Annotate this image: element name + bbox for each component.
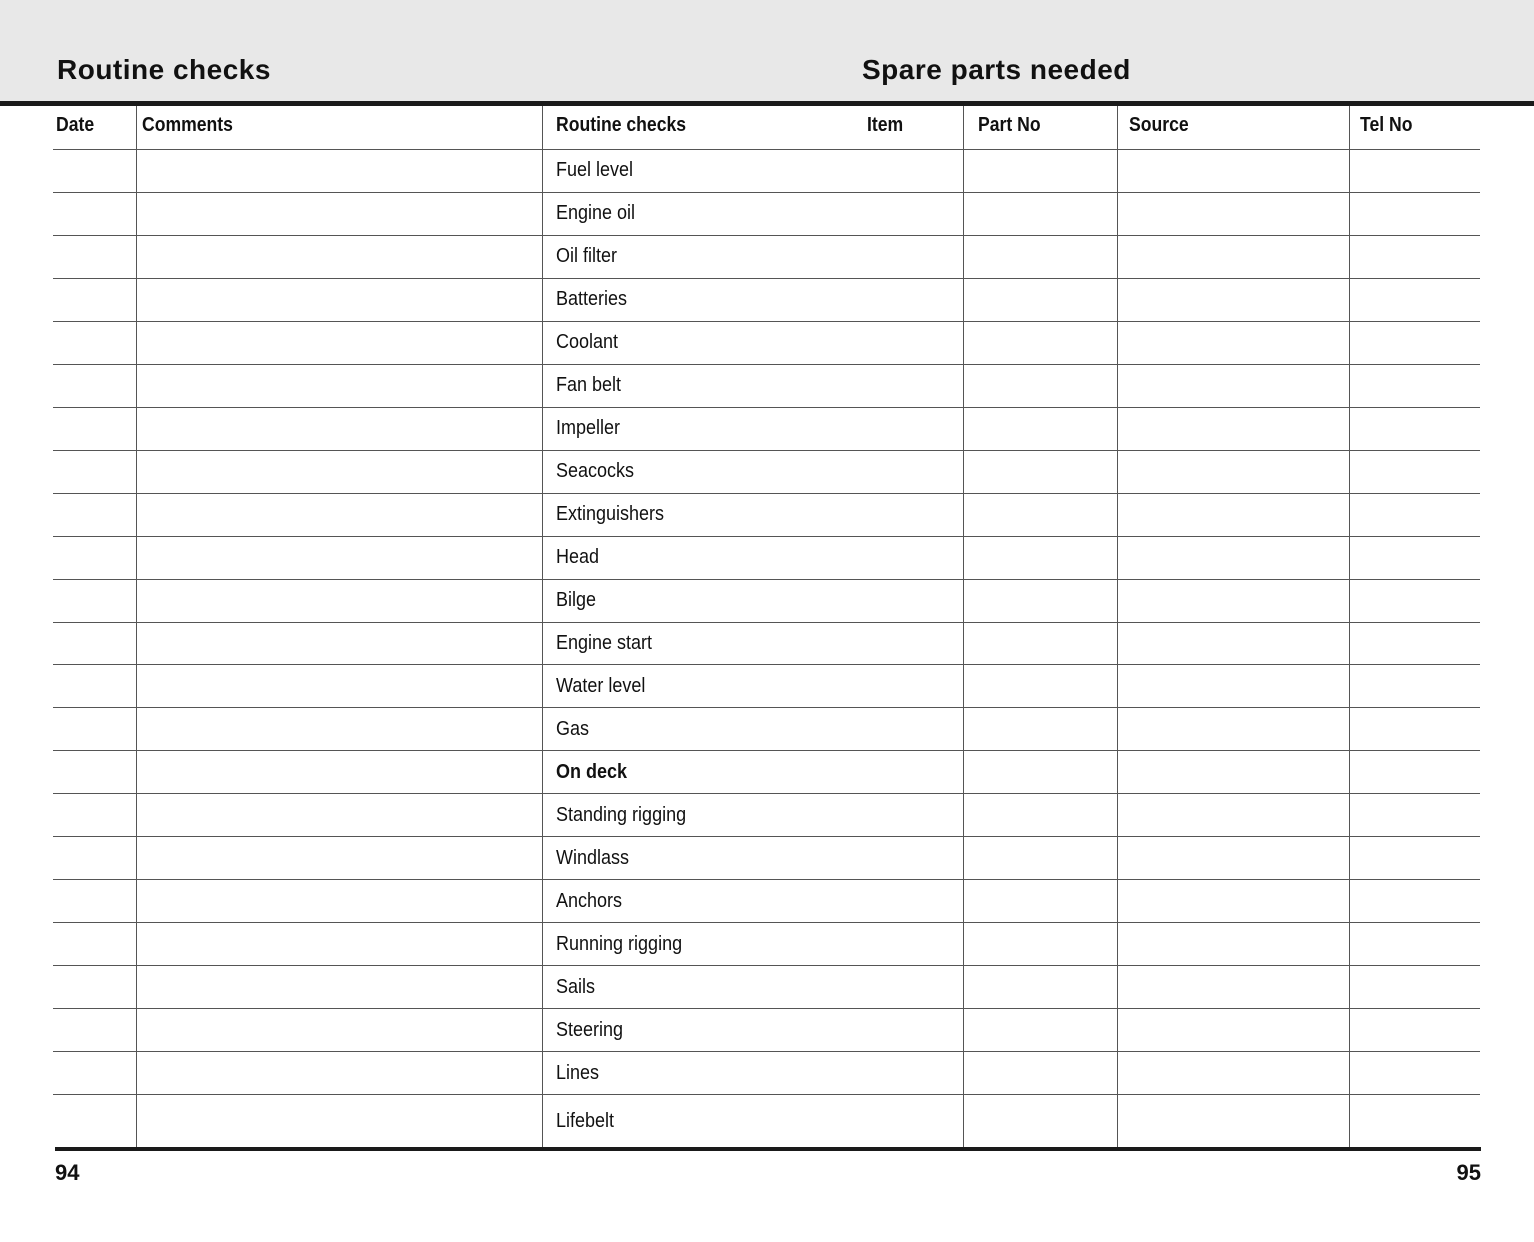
row-rule: [53, 364, 1480, 365]
row-rule: [53, 707, 1480, 708]
routine-checks-title: Routine checks: [57, 54, 271, 85]
row-rule: [53, 750, 1480, 751]
check-item: Steering: [556, 1019, 624, 1041]
row-rule: [53, 1008, 1480, 1009]
row-rule: [53, 664, 1480, 665]
check-item: Extinguishers: [556, 503, 665, 525]
row-rule: [53, 965, 1480, 966]
row-rule: [53, 321, 1480, 322]
column-header-comments: Comments: [142, 114, 233, 136]
row-rule: [53, 879, 1480, 880]
column-header-item: Item: [867, 114, 904, 136]
check-item: Batteries: [556, 288, 628, 310]
check-item: Oil filter: [556, 245, 618, 267]
column-divider-source: [1349, 106, 1350, 1149]
row-rule: [53, 622, 1480, 623]
row-rule: [53, 1051, 1480, 1052]
column-divider-comments: [542, 106, 543, 1149]
check-item: Fuel level: [556, 159, 634, 181]
check-item: Windlass: [556, 847, 630, 869]
row-rule: [53, 493, 1480, 494]
row-rule: [53, 579, 1480, 580]
page-number-left: 94: [55, 1160, 80, 1185]
row-rule: [53, 192, 1480, 193]
check-item: Anchors: [556, 890, 623, 912]
row-rule: [53, 149, 1480, 150]
column-divider-item: [963, 106, 964, 1149]
row-rule: [53, 278, 1480, 279]
header-rule: [0, 101, 1534, 106]
column-header-source: Source: [1129, 114, 1189, 136]
column-header-routine-checks: Routine checks: [556, 114, 687, 136]
check-item: Lifebelt: [556, 1110, 615, 1132]
row-rule: [53, 922, 1480, 923]
page-number-right: 95: [1456, 1160, 1481, 1185]
row-rule: [53, 1094, 1480, 1095]
row-rule: [53, 450, 1480, 451]
check-item: Bilge: [556, 589, 597, 611]
check-item: Coolant: [556, 331, 619, 353]
footer-rule: [55, 1147, 1481, 1151]
row-rule: [53, 793, 1480, 794]
spare-parts-title: Spare parts needed: [862, 54, 1131, 85]
row-rule: [53, 235, 1480, 236]
row-rule: [53, 407, 1480, 408]
check-item: Lines: [556, 1062, 600, 1084]
check-item: Gas: [556, 718, 590, 740]
column-header-part-no: Part No: [978, 114, 1041, 136]
column-divider-date: [136, 106, 137, 1149]
check-item: Fan belt: [556, 374, 622, 396]
column-header-date: Date: [56, 114, 95, 136]
check-item: Impeller: [556, 417, 621, 439]
row-rule: [53, 536, 1480, 537]
check-item: Seacocks: [556, 460, 635, 482]
check-item: Water level: [556, 675, 646, 697]
check-item: Head: [556, 546, 600, 568]
check-item: Standing rigging: [556, 804, 687, 826]
check-item: Sails: [556, 976, 596, 998]
section-heading: On deck: [556, 761, 628, 783]
column-divider-part-no: [1117, 106, 1118, 1149]
check-item: Engine start: [556, 632, 653, 654]
check-item: Running rigging: [556, 933, 683, 955]
row-rule: [53, 836, 1480, 837]
check-item: Engine oil: [556, 202, 636, 224]
column-header-tel-no: Tel No: [1360, 114, 1413, 136]
